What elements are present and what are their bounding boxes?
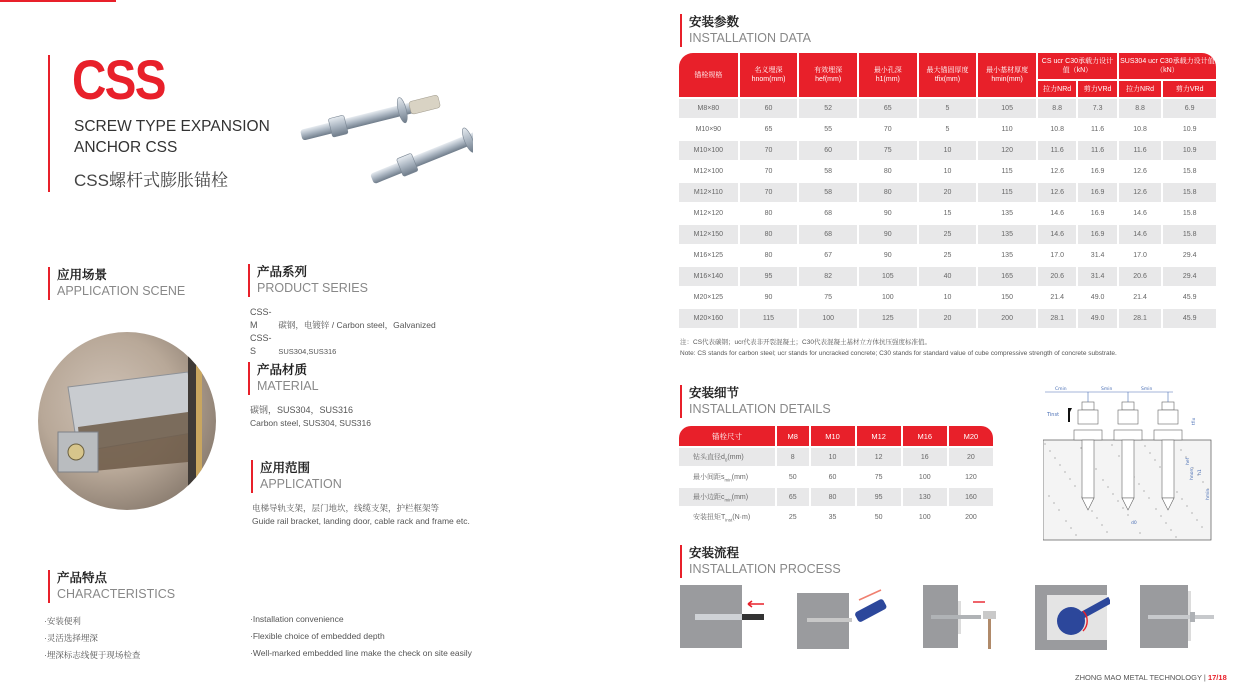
table-cell: 15.8: [1163, 225, 1216, 244]
table-cell: 70: [740, 183, 798, 202]
table-cell: 10.9: [1182, 126, 1197, 133]
table-cell: 55: [824, 126, 833, 133]
table-cell: 80: [764, 252, 773, 259]
table-cell: 12.6: [1133, 168, 1147, 175]
table-row: [679, 288, 1216, 307]
table-cell: M20×160: [679, 309, 738, 328]
table-cell: 125: [859, 309, 917, 328]
table-cell: M16×140: [679, 267, 738, 286]
table-cell: 135: [978, 225, 1036, 244]
table-cell: 20: [919, 183, 977, 202]
wrench-socket-icon: [1057, 607, 1085, 635]
table-row: [679, 309, 1216, 328]
table-note: 注：CS代表碳钢；ucr代表非开裂混凝土；C30代表混凝土基材立方体抗压强度标准值。 Note: CS stands for carbon steel; ucr stands for uncracked concrete; C30 stands for standard value of cube compressive strength of concrete substrate.: [680, 339, 1117, 357]
label-d0: d0: [1131, 521, 1137, 526]
table-cell: 68: [824, 210, 833, 217]
product-code-title: CSS: [72, 48, 165, 111]
installation-data-heading: 安装参数 INSTALLATION DATA: [680, 14, 811, 47]
process-step-installed: [1140, 585, 1220, 650]
col-h1: 最小孔深 h1(mm): [859, 53, 917, 97]
title-accent-bar: [48, 55, 50, 192]
product-series-list: [250, 306, 436, 358]
col-size: M20: [949, 426, 993, 446]
page-number: 17/18: [1207, 673, 1227, 682]
col-size: M16: [903, 426, 947, 446]
table-cell: 11.6: [1091, 126, 1105, 133]
table-cell: 10.8: [1133, 126, 1147, 133]
top-accent-bar: [0, 0, 116, 2]
application-heading: 应用范围 APPLICATION: [251, 460, 342, 493]
installation-details-table: [677, 424, 995, 528]
table-cell: 45.9: [1163, 309, 1216, 328]
details-cell: 200: [965, 513, 977, 521]
table-cell: 45.9: [1182, 294, 1197, 301]
table-cell: M8×80: [679, 99, 738, 118]
application-scene-heading: 应用场景 APPLICATION SCENE: [48, 267, 185, 300]
table-cell: 5: [945, 126, 950, 133]
installation-process-heading: 安装流程 INSTALLATION PROCESS: [680, 545, 841, 578]
anchor-bolt-1: [298, 88, 442, 148]
company-name: ZHONG MAO METAL TECHNOLOGY: [1075, 673, 1202, 682]
table-cell: 15.8: [1182, 168, 1197, 175]
table-cell: 115: [1001, 168, 1013, 175]
table-cell: 165: [978, 267, 1036, 286]
table-cell: 105: [978, 99, 1036, 118]
table-cell: 14.6: [1133, 210, 1147, 217]
table-cell: 6.9: [1163, 99, 1216, 118]
table-cell: 14.6: [1119, 225, 1161, 244]
anchor-bolt-2: [367, 122, 473, 187]
product-title-cn: CSS螺杆式膨胀锚栓: [74, 171, 228, 190]
table-row: [679, 246, 1216, 265]
details-cell: 25: [788, 513, 797, 521]
table-cell: 10: [943, 294, 952, 301]
material-text: 碳钢，SUS304，SUS316 Carbon steel, SUS304, SUS316: [250, 405, 371, 428]
anchor-bolt-product-image: [298, 82, 473, 187]
series-item: CSS-M 碳钢，电镀锌 / Carbon steel，Galvanized: [250, 307, 436, 330]
label-hmin: hmin: [1206, 488, 1211, 500]
table-cell: 31.4: [1090, 252, 1105, 259]
table-cell: 21.4: [1050, 294, 1064, 301]
label-smin-2: Smin: [1141, 387, 1153, 392]
table-cell: 5: [919, 99, 977, 118]
footer-separator: |: [1203, 673, 1206, 682]
table-cell: 105: [859, 267, 917, 286]
table-row: [679, 99, 1216, 118]
table-cell: 12.6: [1119, 183, 1161, 202]
table-cell: M12×120: [693, 210, 724, 217]
bracket-illustration: [38, 332, 216, 510]
table-cell: 8.8: [1038, 99, 1076, 118]
blower-pump-icon: [854, 598, 887, 623]
table-cell: 11.6: [1119, 141, 1161, 160]
table-cell: 135: [1001, 252, 1013, 259]
table-cell: M12×150: [679, 225, 738, 244]
table-cell: 200: [978, 309, 1036, 328]
details-cell: 75: [874, 473, 883, 481]
col-spec: 锚栓规格: [679, 53, 738, 97]
product-title-en-line1: SCREW TYPE EXPANSION: [74, 118, 270, 135]
label-hnom: hnom: [1190, 467, 1195, 480]
details-cell: 16: [903, 448, 947, 466]
details-row-label: 钻头直径$d_0(mm)$: [679, 448, 775, 466]
details-row-label: 最小间距$s_{min}(mm)$: [693, 473, 749, 483]
label-h1: h1: [1198, 469, 1203, 475]
table-cell: M12×110: [679, 183, 738, 202]
details-cell: 65: [777, 488, 809, 506]
product-title-en: [74, 116, 270, 158]
table-cell: 90: [764, 294, 773, 301]
table-cell: 12.6: [1050, 168, 1064, 175]
table-cell: 7.3: [1078, 99, 1116, 118]
details-row: [679, 508, 993, 526]
col-size-label: 锚栓尺寸: [679, 426, 775, 446]
table-cell: 49.0: [1090, 294, 1105, 301]
material-heading: 产品材质 MATERIAL: [248, 362, 319, 395]
table-cell: 135: [1001, 210, 1013, 217]
characteristics-list-en: [250, 611, 472, 662]
table-cell: 28.1: [1038, 309, 1076, 328]
installation-data-table: [677, 51, 1218, 330]
table-cell: 150: [1001, 294, 1013, 301]
table-cell: 10.9: [1163, 141, 1216, 160]
table-cell: M10×90: [695, 126, 722, 133]
arrow-left-icon: [748, 601, 764, 607]
characteristic-item: ·Flexible choice of embedded depth: [250, 631, 385, 641]
table-row: [679, 225, 1216, 244]
table-cell: 11.6: [1038, 141, 1076, 160]
table-cell: 15: [943, 210, 952, 217]
details-cell: 10: [811, 448, 855, 466]
table-cell: 8.8: [1119, 99, 1161, 118]
table-cell: 15.8: [1182, 210, 1197, 217]
table-cell: 40: [919, 267, 977, 286]
details-cell: 160: [949, 488, 993, 506]
characteristics-heading: 产品特点 CHARACTERISTICS: [48, 570, 175, 603]
table-cell: 15.8: [1163, 183, 1216, 202]
details-cell: 8: [777, 448, 809, 466]
details-row: [679, 488, 993, 506]
table-cell: 60: [740, 99, 798, 118]
process-step-hammer: [923, 585, 1013, 650]
characteristic-item: ·灵活选择埋深: [44, 633, 98, 643]
table-cell: 49.0: [1078, 309, 1116, 328]
table-cell: 11.6: [1078, 141, 1116, 160]
details-row: [679, 448, 993, 466]
table-cell: 21.4: [1133, 294, 1147, 301]
col-cs-vrd: 剪力VRd: [1078, 81, 1116, 97]
table-cell: 90: [859, 225, 917, 244]
col-hnom: 名义埋深 hnom(mm): [740, 53, 798, 97]
characteristic-item: ·安装便利: [44, 616, 81, 626]
col-sus-vrd: 剪力VRd: [1163, 81, 1216, 97]
details-cell: 60: [828, 473, 837, 481]
table-cell: 100: [881, 294, 894, 301]
label-smin-1: Smin: [1101, 387, 1113, 392]
drill-bit-icon: [695, 614, 742, 620]
col-cs-nrd: 拉力NRd: [1038, 81, 1076, 97]
details-cell: 95: [857, 488, 901, 506]
installation-diagram: [1043, 380, 1215, 542]
table-cell: 115: [978, 183, 1036, 202]
table-row: [679, 141, 1216, 160]
table-cell: 31.4: [1078, 267, 1116, 286]
col-group-cs: CS ucr C30承载力设计值（kN）: [1038, 53, 1117, 79]
characteristic-item: ·Well-marked embedded line make the check on site easily: [250, 648, 472, 658]
table-cell: 90: [883, 252, 892, 259]
table-cell: 70: [883, 126, 892, 133]
table-cell: 95: [740, 267, 798, 286]
table-cell: 115: [740, 309, 798, 328]
table-cell: 80: [764, 210, 773, 217]
label-cmin: Cmin: [1055, 387, 1067, 392]
table-cell: 29.4: [1182, 252, 1197, 259]
table-cell: 110: [1001, 126, 1013, 133]
table-cell: 17.0: [1133, 252, 1147, 259]
table-cell: 65: [859, 99, 917, 118]
table-cell: 10: [919, 141, 977, 160]
table-row: [679, 267, 1216, 286]
table-cell: 67: [824, 252, 833, 259]
table-cell: 20.6: [1119, 267, 1161, 286]
process-step-tighten: [1035, 585, 1110, 650]
characteristic-item: ·Installation convenience: [250, 614, 344, 624]
table-cell: 16.9: [1078, 225, 1116, 244]
table-cell: 12.6: [1038, 183, 1076, 202]
table-row: [679, 204, 1216, 223]
product-series-heading: 产品系列 PRODUCT SERIES: [248, 264, 368, 297]
table-cell: 58: [824, 168, 833, 175]
details-cell: 100: [918, 513, 931, 521]
details-cell: 20: [949, 448, 993, 466]
table-cell: M20×125: [693, 294, 724, 301]
table-cell: 60: [799, 141, 857, 160]
table-cell: 16.9: [1090, 168, 1105, 175]
table-cell: M16×125: [693, 252, 724, 259]
table-cell: 82: [799, 267, 857, 286]
table-cell: 80: [883, 168, 892, 175]
product-title-en-line2: ANCHOR CSS: [74, 139, 178, 156]
table-cell: 65: [764, 126, 773, 133]
col-hmin: 最小基材厚度 hmin(mm): [978, 53, 1036, 97]
table-cell: 20: [919, 309, 977, 328]
details-row-label: 最小边距$c_{min}(mm)$: [679, 488, 775, 506]
characteristics-list-cn: [44, 613, 140, 664]
table-cell: 16.9: [1090, 210, 1105, 217]
table-cell: M10×100: [679, 141, 738, 160]
table-cell: 68: [799, 225, 857, 244]
table-cell: 80: [740, 225, 798, 244]
process-step-clean: [797, 585, 897, 650]
details-row-label: 安装扭矩$T_{inst}(N\cdot m)$: [693, 513, 751, 523]
table-cell: 10.8: [1050, 126, 1064, 133]
col-sus-nrd: 拉力NRd: [1119, 81, 1161, 97]
application-scene-photo: [38, 332, 216, 510]
table-cell: 100: [799, 309, 857, 328]
table-cell: M12×100: [693, 168, 724, 175]
details-cell: 50: [788, 473, 797, 481]
col-size: M12: [857, 426, 901, 446]
table-cell: 58: [799, 183, 857, 202]
table-cell: 75: [824, 294, 833, 301]
details-cell: 12: [857, 448, 901, 466]
details-cell: 120: [965, 473, 977, 481]
col-tfix: 最大锚固厚度 tfix(mm): [919, 53, 977, 97]
details-cell: 130: [903, 488, 947, 506]
table-cell: 70: [764, 168, 773, 175]
table-cell: 16.9: [1078, 183, 1116, 202]
application-text: 电梯导轨支架，层门地坎，线缆支架，护栏框架等 Guide rail bracket, landing door, cable rack and frame etc.: [252, 503, 470, 526]
details-cell: 100: [918, 473, 931, 481]
double-arrow-icon: [859, 590, 881, 600]
table-cell: 17.0: [1050, 252, 1064, 259]
characteristic-item: ·埋深标志线便于现场检查: [44, 650, 141, 660]
table-cell: 120: [978, 141, 1036, 160]
table-cell: 10: [943, 168, 952, 175]
hammer-icon: [983, 611, 996, 619]
table-row: [679, 120, 1216, 139]
table-row: [679, 183, 1216, 202]
process-step-drill: [680, 585, 775, 650]
table-cell: 75: [859, 141, 917, 160]
details-cell: 35: [828, 513, 837, 521]
table-row: [679, 162, 1216, 181]
col-hef: 有效埋深 hef(mm): [799, 53, 857, 97]
footer: [1075, 673, 1227, 682]
wrench-icon: [1068, 408, 1072, 422]
series-item: CSS-S SUS304,SUS316: [250, 333, 337, 356]
table-cell: 25: [919, 225, 977, 244]
label-tfix: tfix: [1192, 417, 1197, 425]
table-cell: 80: [859, 183, 917, 202]
table-cell: 70: [740, 141, 798, 160]
table-cell: 14.6: [1038, 225, 1076, 244]
details-row: [679, 468, 993, 486]
details-cell: 80: [811, 488, 855, 506]
table-cell: 29.4: [1163, 267, 1216, 286]
col-size: M8: [777, 426, 809, 446]
details-cell: 50: [874, 513, 883, 521]
label-tinst: Tinst: [1047, 412, 1060, 418]
table-cell: 90: [883, 210, 892, 217]
label-hef: hef: [1186, 457, 1191, 465]
table-cell: 28.1: [1119, 309, 1161, 328]
table-cell: 25: [943, 252, 952, 259]
table-cell: 52: [799, 99, 857, 118]
installation-details-heading: 安装细节 INSTALLATION DETAILS: [680, 385, 831, 418]
col-size: M10: [811, 426, 855, 446]
table-cell: 14.6: [1050, 210, 1064, 217]
table-cell: 20.6: [1038, 267, 1076, 286]
col-group-sus304: SUS304 ucr C30承载力设计值（kN）: [1119, 53, 1216, 79]
